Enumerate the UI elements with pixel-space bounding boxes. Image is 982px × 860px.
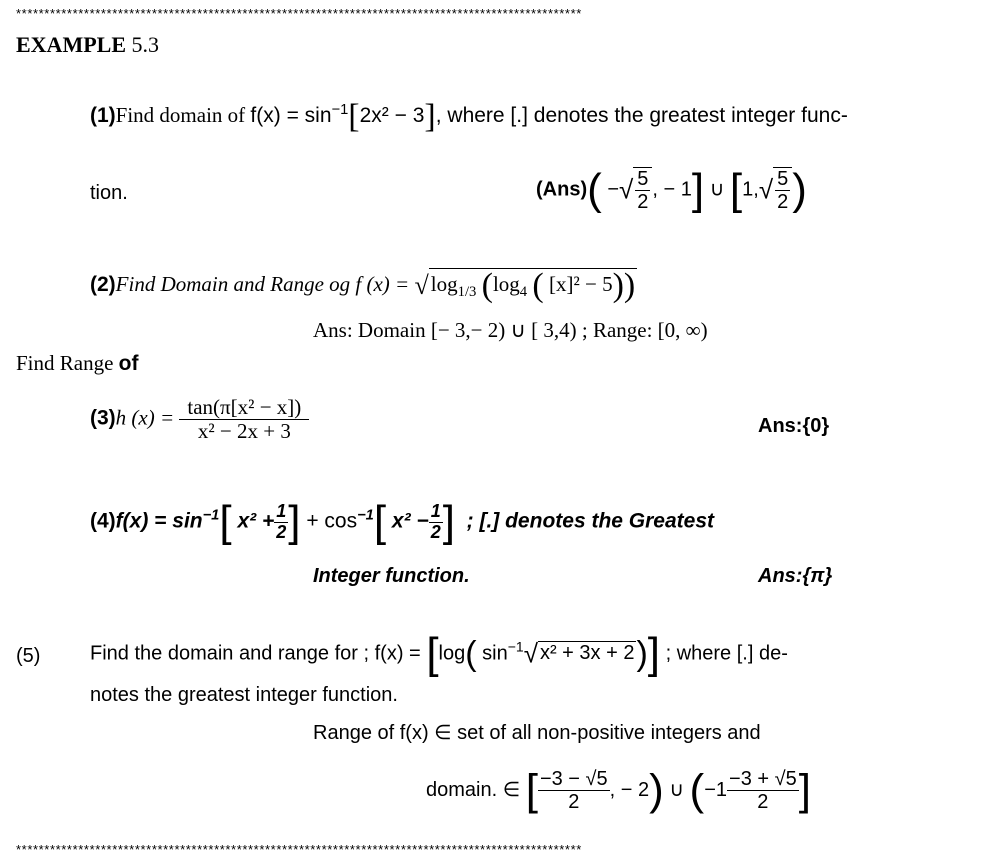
problem-1: (1)Find domain of $f(x) = \sin^{-1}[2x^2 - 3]$, where [.] denotes the greatest integer func- — [90, 98, 848, 135]
answer-label: (Ans) — [536, 178, 588, 201]
problem-1-answer: (Ans)( −√ $\frac{5}{2}$ , − 1] ∪ [1,√ $\frac{5}{2}$ ) — [536, 165, 807, 214]
problem-5-number: (5) — [16, 645, 41, 667]
problem-4-number: (4) — [90, 509, 116, 533]
problem-2: (2)Find Domain and Range og f $(x) = √\log_{1/3}$ ($\log_4$ ( [x]² − 5)) — [90, 267, 636, 304]
heading-label: EXAMPLE — [16, 32, 126, 57]
problem-5: Find the domain and range for ; f(x) = [log( $\sin^{-1}√$ x² + 3x + 2)] ; where [.] de- — [90, 629, 788, 678]
problem-5-range: Range of f(x) ∈ set of all non-positive integers and — [313, 722, 761, 744]
problem-1-continued: tion. — [90, 182, 128, 204]
problem-1-rest: , where [.] denotes the greatest integer func- — [435, 103, 848, 127]
problem-5-continued: notes the greatest integer function. — [90, 684, 398, 706]
problem-4-answer: Ans:{π} — [758, 565, 833, 587]
problem-3-denominator: x² − 2x + 3 — [197, 419, 291, 444]
problem-4: $(4)f(x) = \sin^{-1}$[ x² + $\frac{1}{2}$ ] + $\cos^{-1}$[ x² − $\frac{1}{2}$ ] ; [.] denotes the Greatest — [90, 497, 715, 546]
problem-2-number: (2) — [90, 272, 116, 296]
problem-2-answer: Ans: Domain [− 3,− 2) ∪ [ 3,4) ; Range: [0, ∞) — [313, 318, 708, 342]
bottom-divider: **************************************************************************************************** — [16, 842, 582, 857]
problem-3-answer: Ans:{0} — [758, 415, 830, 437]
problem-1-inverse: −1 — [331, 101, 349, 118]
top-divider: **************************************************************************************************** — [16, 6, 582, 21]
problem-4-note-continued: Integer function. — [313, 565, 470, 587]
problem-5-text: Find the domain and range for ; — [90, 642, 370, 665]
problem-5-domain: domain. ∈ [ $\frac{-3 - √5}{2}$ , − 2) ∪ (−1 $\frac{-3 + √5}{2}$ ] — [426, 765, 811, 815]
problem-2-text: Find Domain and Range og — [115, 271, 351, 296]
problem-1-function: f(x) = sin — [250, 103, 332, 127]
example-heading — [16, 32, 159, 58]
problem-4-function: f(x) = sin — [115, 509, 203, 533]
heading-number: 5.3 — [131, 32, 159, 57]
problem-1-text: Find domain of — [115, 102, 246, 127]
problem-5-rest: ; where [.] de- — [665, 642, 788, 665]
find-range-heading: Find Range of — [16, 351, 139, 375]
problem-3-function: h (x) = — [115, 405, 175, 430]
problem-2-function: f (x) = — [355, 271, 410, 296]
problem-1-arg: 2x² − 3 — [359, 103, 425, 127]
problem-1-number: (1) — [90, 103, 116, 127]
problem-3-numerator: tan(π[x² − x]) — [179, 396, 309, 420]
problem-3-number: (3) — [90, 406, 116, 430]
problem-4-note: ; [.] denotes the Greatest — [466, 509, 715, 533]
problem-3 — [90, 396, 309, 443]
